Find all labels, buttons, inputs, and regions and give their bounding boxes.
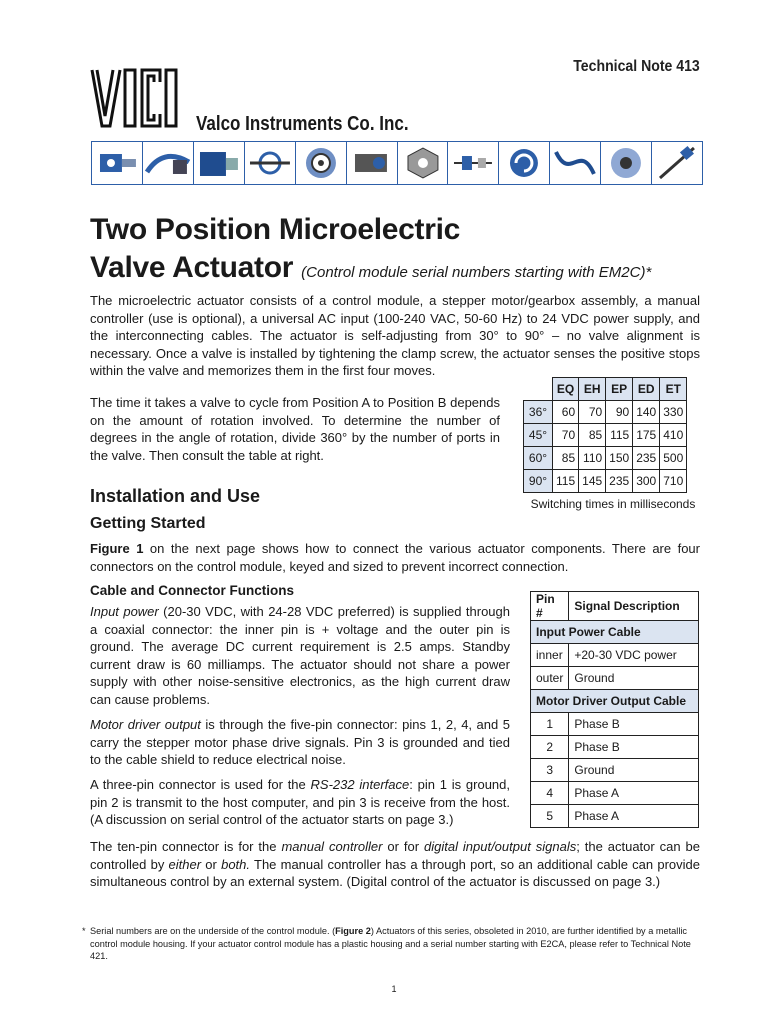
- value-cell: 115: [553, 470, 579, 493]
- pin-cell: 3: [531, 759, 569, 782]
- needle-icon: [652, 142, 702, 184]
- value-cell: 235: [606, 470, 633, 493]
- actuator-icon: [194, 142, 245, 184]
- figure-reference: Figure 1: [90, 541, 144, 556]
- tenpin-term-manual: manual controller: [281, 839, 383, 854]
- table-row: [524, 447, 687, 470]
- valve-icon: [92, 142, 143, 184]
- value-cell: 300: [633, 470, 660, 493]
- value-cell: 330: [660, 401, 687, 424]
- desc-cell: Phase B: [569, 736, 699, 759]
- footnote-text-b: ) Actuators of this series, obsoleted in 2010, are further identified by a metallic control module housing. If your actuator control module has a plastic housing and a serial number starting with E2CA, please refer to Technical Note 421.: [90, 926, 691, 961]
- value-cell: 70: [553, 424, 579, 447]
- value-cell: 60: [553, 401, 579, 424]
- table-row: [531, 805, 699, 828]
- vici-logo: [90, 68, 190, 130]
- tenpin-text-c: ; the actuator can be controlled by: [90, 839, 700, 872]
- page-number: 1: [391, 984, 397, 994]
- footnote-mark: *: [82, 926, 86, 936]
- signal-column-header: Signal Description: [569, 592, 699, 621]
- pin-cell: inner: [531, 644, 569, 667]
- value-cell: 115: [606, 424, 633, 447]
- table-row: [531, 667, 699, 690]
- tenpin-text-b: or for: [382, 839, 424, 854]
- value-cell: 710: [660, 470, 687, 493]
- power-paragraph: [90, 603, 510, 708]
- table-row: [531, 782, 699, 805]
- table-row: [524, 424, 687, 447]
- pin-cell: 4: [531, 782, 569, 805]
- electrode-icon: [448, 142, 499, 184]
- cable-icon: [550, 142, 601, 184]
- installation-heading: Installation and Use: [90, 486, 261, 506]
- cable-heading: Cable and Connector Functions: [90, 583, 295, 598]
- pin-cell: 2: [531, 736, 569, 759]
- table-header: EP: [606, 378, 633, 401]
- angle-cell: 90°: [524, 470, 553, 493]
- motor-text: is through the five-pin connector: pins 1, 2, 4, and 5 carry the stepper motor phase drive signals. Pin 3 is grounded and tied to the cable shield to reduce electrical noise.: [90, 717, 510, 767]
- rs232-term: RS-232 interface: [310, 777, 410, 792]
- section-row: [531, 690, 699, 713]
- table-header: ET: [660, 378, 687, 401]
- nut-icon: [398, 142, 449, 184]
- value-cell: 500: [660, 447, 687, 470]
- motor-paragraph: [90, 716, 510, 769]
- tenpin-text-a: The ten-pin connector is for the: [90, 839, 282, 854]
- value-cell: 110: [579, 447, 606, 470]
- tenpin-term-either: either: [168, 856, 202, 872]
- product-icon-strip: [91, 141, 703, 185]
- rs232-pre: A three-pin connector is used for the: [90, 777, 311, 792]
- table-corner: [524, 378, 553, 401]
- table-row: [524, 470, 687, 493]
- tenpin-text-d: or: [201, 856, 222, 872]
- desc-cell: +20-30 VDC power: [569, 644, 699, 667]
- switching-times-table: [523, 377, 687, 493]
- wheel-icon: [601, 142, 652, 184]
- title-main: Valve Actuator: [90, 251, 294, 284]
- value-cell: 235: [633, 447, 660, 470]
- rotation-icon: [499, 142, 550, 184]
- angle-cell: 45°: [524, 424, 553, 447]
- desc-cell: Phase A: [569, 805, 699, 828]
- desc-cell: Phase A: [569, 782, 699, 805]
- table-header: EH: [579, 378, 606, 401]
- figure-paragraph: [90, 540, 700, 575]
- page-title-line2: [90, 250, 651, 291]
- angle-cell: 36°: [524, 401, 553, 424]
- detector-icon: [347, 142, 398, 184]
- table-header-row: [524, 378, 687, 401]
- power-term: Input power: [90, 604, 159, 619]
- table-row: [531, 713, 699, 736]
- pin-cell: outer: [531, 667, 569, 690]
- value-cell: 410: [660, 424, 687, 447]
- figure-text: on the next page shows how to connect the various actuator components. There are four connectors on the control module, keyed and sized to prevent incorrect connection.: [90, 541, 700, 574]
- tenpin-text-e: The manual controller has a through port, so an additional cable can provide simultaneous control by an external system. (Digital control of the actuator is discussed on page 3.): [90, 856, 700, 889]
- value-cell: 85: [579, 424, 606, 447]
- tenpin-term-both: both.: [221, 856, 251, 872]
- fitting-icon: [245, 142, 296, 184]
- tenpin-term-digital: digital input/output signals: [423, 839, 577, 854]
- value-cell: 150: [606, 447, 633, 470]
- value-cell: 85: [553, 447, 579, 470]
- signal-description-table: [530, 591, 699, 828]
- footnote-text-a: Serial numbers are on the underside of the control module. (: [90, 926, 336, 936]
- footnote-figure-ref: Figure 2: [335, 926, 371, 936]
- rs232-paragraph: [90, 776, 510, 829]
- rs232-text: : pin 1 is ground, pin 2 is transmit to the host computer, and pin 3 is receive from the host. (A discussion on serial control of the actuator starts on page 3.): [90, 777, 510, 827]
- tubing-icon: [143, 142, 194, 184]
- desc-cell: Ground: [569, 667, 699, 690]
- table-row: [531, 644, 699, 667]
- desc-cell: Ground: [569, 759, 699, 782]
- value-cell: 145: [579, 470, 606, 493]
- getting-started-heading: Getting Started: [90, 515, 206, 532]
- power-text: (20-30 VDC, with 24-28 VDC preferred) is supplied through a coaxial connector: the inner pin is + voltage and the outer pin is ground. The average DC current requirement is 2.5 amps. Standby current draw is 60 milliamps. The actuator should not share a power supply with other noise-sensitive electronics, as the high current draw can cause problems.: [90, 604, 510, 707]
- timing-paragraph: The time it takes a valve to cycle from Position A to Position B depends on the amount of rotation involved. To determine the number of degrees in the angle of rotation, divide 360° by the number of ports in the valve. Then consult the table at right.: [90, 395, 500, 463]
- title-subtitle: (Control module serial numbers starting with EM2C)*: [301, 264, 652, 281]
- intro-paragraph: The microelectric actuator consists of a control module, a stepper motor/gearbox assembly, a manual controller (use is optional), a universal AC input (100-240 VAC, 50-60 Hz) to 24 VDC power supply, and the interconnecting cables. The actuator is self-adjusting from 30° to 90° – no valve alignment is necessary. Once a valve is installed by tightening the clamp screw, the actuator senses the positive stops within the valve and memorizes them in the first four moves.: [90, 293, 700, 378]
- pin-cell: 5: [531, 805, 569, 828]
- gear-icon: [296, 142, 347, 184]
- angle-cell: 60°: [524, 447, 553, 470]
- value-cell: 175: [633, 424, 660, 447]
- page-title-line1: Two Position Microelectric: [90, 213, 461, 246]
- table-header-row: [531, 592, 699, 621]
- input-power-section: Input Power Cable: [531, 621, 699, 644]
- section-row: [531, 621, 699, 644]
- tenpin-paragraph: [90, 838, 700, 891]
- table-header: ED: [633, 378, 660, 401]
- technical-note-number: Technical Note 413: [573, 58, 700, 75]
- table-row: [524, 401, 687, 424]
- table-header: EQ: [553, 378, 579, 401]
- company-name: Valco Instruments Co. Inc.: [196, 113, 409, 135]
- value-cell: 90: [606, 401, 633, 424]
- table-row: [531, 736, 699, 759]
- table-row: [531, 759, 699, 782]
- motor-term: Motor driver output: [90, 717, 201, 732]
- footnote: [82, 925, 700, 963]
- value-cell: 140: [633, 401, 660, 424]
- value-cell: 70: [579, 401, 606, 424]
- motor-driver-section: Motor Driver Output Cable: [531, 690, 699, 713]
- desc-cell: Phase B: [569, 713, 699, 736]
- table-caption: Switching times in milliseconds: [530, 497, 696, 511]
- pin-cell: 1: [531, 713, 569, 736]
- pin-column-header: Pin #: [531, 592, 569, 621]
